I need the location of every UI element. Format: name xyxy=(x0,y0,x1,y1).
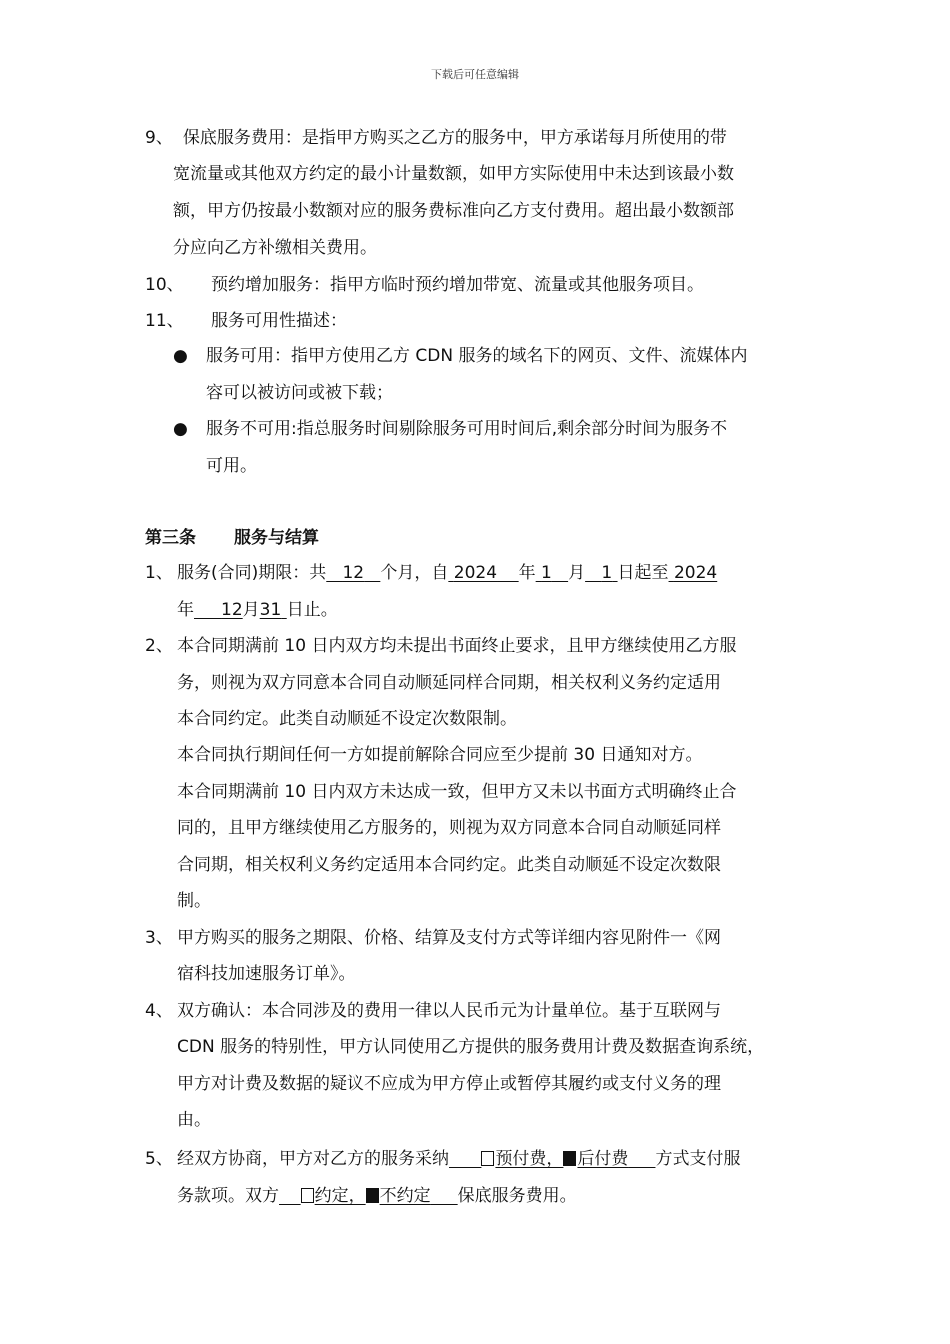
agree-checkbox[interactable] xyxy=(301,1188,314,1203)
s2-number: 2、 xyxy=(145,636,173,656)
s2-line-7: 合同期，相关权利义务约定适用本合同约定。此类自动顺延不设定次数限 xyxy=(177,855,721,875)
item-10-text: 预约增加服务：指甲方临时预约增加带宽、流量或其他服务项目。 xyxy=(211,275,704,295)
prepay-checkbox[interactable] xyxy=(481,1151,494,1166)
noagree-checkbox[interactable] xyxy=(366,1188,379,1203)
s1-t3: 月 xyxy=(568,563,586,583)
item-11-number: 11、 xyxy=(145,311,184,331)
postpay-label: 后付费 xyxy=(577,1149,629,1169)
s5-l1-suffix: 方式支付服 xyxy=(655,1149,741,1169)
s5-l1-prefix: 经双方协商，甲方对乙方的服务采纳 xyxy=(177,1149,449,1169)
postpay-checkbox[interactable] xyxy=(563,1151,576,1166)
s1-start-day xyxy=(585,563,617,583)
s1-end-month xyxy=(194,600,243,620)
s1-start-year xyxy=(448,563,518,583)
s2-line-1: 本合同期满前 10 日内双方均未提出书面终止要求，且甲方继续使用乙方服 xyxy=(177,636,737,656)
bullet-icon: ● xyxy=(173,419,188,439)
bullet-icon: ● xyxy=(173,346,188,366)
s1-end-month-value: 12 xyxy=(221,600,243,620)
item-9-number: 9、 xyxy=(145,128,173,148)
item-9-line-3: 额，甲方仍按最小数额对应的服务费标准向乙方支付费用。超出最小数额部 xyxy=(173,201,734,221)
s4-number: 4、 xyxy=(145,1001,173,1021)
s3-line-1: 甲方购买的服务之期限、价格、结算及支付方式等详细内容见附件一《网 xyxy=(177,928,721,948)
s1-months-value: 12 xyxy=(342,563,365,583)
s5-guarantee-options xyxy=(279,1186,458,1206)
s1-t6: 月 xyxy=(242,600,260,620)
s1-start-month-value: 1 xyxy=(541,563,552,583)
item-9-line-1 xyxy=(145,125,727,151)
s2-line-2: 务，则视为双方同意本合同自动顺延同样合同期，相关权利义务约定适用 xyxy=(177,673,721,693)
bullet-1-line-2: 容可以被访问或被下载； xyxy=(206,383,393,403)
bullet-1-line-1: 服务可用：指甲方使用乙方 CDN 服务的域名下的网页、文件、流媒体内 xyxy=(206,346,748,366)
s1-prefix: 服务(合同)期限：共 xyxy=(177,563,327,583)
s1-line-1 xyxy=(177,560,717,586)
s1-months xyxy=(326,563,380,583)
item-11-text: 服务可用性描述： xyxy=(211,311,347,331)
s1-start-day-value: 1 xyxy=(601,563,613,583)
noagree-label: 不约定 xyxy=(379,1186,431,1206)
s1-end-year xyxy=(669,563,718,583)
s5-line-2 xyxy=(177,1183,577,1209)
bullet-2-line-1: 服务不可用:指总服务时间剔除服务可用时间后,剩余部分时间为服务不 xyxy=(206,419,728,439)
item-9-text: 保底服务费用：是指甲方购买之乙方的服务中，甲方承诺每月所使用的带 xyxy=(182,128,727,148)
s1-start-month xyxy=(536,563,568,583)
s5-payment-options xyxy=(449,1149,655,1169)
bullet-2-line-2: 可用。 xyxy=(206,456,257,476)
s1-t1: 个月，自 xyxy=(380,563,449,583)
prepay-label: 预付费， xyxy=(495,1149,564,1169)
section-subtitle: 服务与结算 xyxy=(234,528,319,548)
s5-line-1 xyxy=(177,1146,740,1172)
s2-line-8: 制。 xyxy=(177,891,211,911)
s1-number: 1、 xyxy=(145,563,173,583)
s2-line-6: 同的，且甲方继续使用乙方服务的，则视为双方同意本合同自动顺延同样 xyxy=(177,818,721,838)
section-title: 第三条 xyxy=(145,528,196,548)
s4-line-3: 甲方对计费及数据的疑议不应成为甲方停止或暂停其履约或支付义务的理 xyxy=(177,1074,721,1094)
s4-line-4: 由。 xyxy=(177,1110,211,1130)
s1-t7: 日止。 xyxy=(286,600,338,620)
s4-line-2: CDN 服务的特别性，甲方认同使用乙方提供的服务费用计费及数据查询系统， xyxy=(177,1037,765,1057)
item-10-number: 10、 xyxy=(145,275,184,295)
s2-line-5: 本合同期满前 10 日内双方未达成一致，但甲方又未以书面方式明确终止合 xyxy=(177,782,737,802)
s1-end-day-value: 31 xyxy=(259,600,282,620)
agree-label: 约定， xyxy=(314,1186,366,1206)
s1-t2: 年 xyxy=(518,563,536,583)
s1-line-2 xyxy=(177,597,338,623)
s1-t4: 日起至 xyxy=(617,563,669,583)
page-header: 下载后可任意编辑 xyxy=(431,68,519,81)
s1-start-year-value: 2024 xyxy=(453,563,498,583)
s1-t5: 年 xyxy=(177,600,194,620)
s2-line-4: 本合同执行期间任何一方如提前解除合同应至少提前 30 日通知对方。 xyxy=(177,745,703,765)
s1-end-year-value: 2024 xyxy=(673,563,718,583)
s5-number: 5、 xyxy=(145,1149,173,1169)
section-heading xyxy=(145,525,319,551)
s3-line-2: 宿科技加速服务订单》。 xyxy=(177,964,356,984)
s4-line-1: 双方确认：本合同涉及的费用一律以人民币元为计量单位。基于互联网与 xyxy=(177,1001,721,1021)
s3-number: 3、 xyxy=(145,928,173,948)
s5-l2-suffix: 保底服务费用。 xyxy=(457,1186,577,1206)
item-9-line-4: 分应向乙方补缴相关费用。 xyxy=(173,238,377,258)
s1-end-day xyxy=(260,600,287,620)
s5-l2-prefix: 务款项。双方 xyxy=(177,1186,279,1206)
item-9-line-2: 宽流量或其他双方约定的最小计量数额，如甲方实际使用中未达到该最小数 xyxy=(173,164,734,184)
s2-line-3: 本合同约定。此类自动顺延不设定次数限制。 xyxy=(177,709,517,729)
